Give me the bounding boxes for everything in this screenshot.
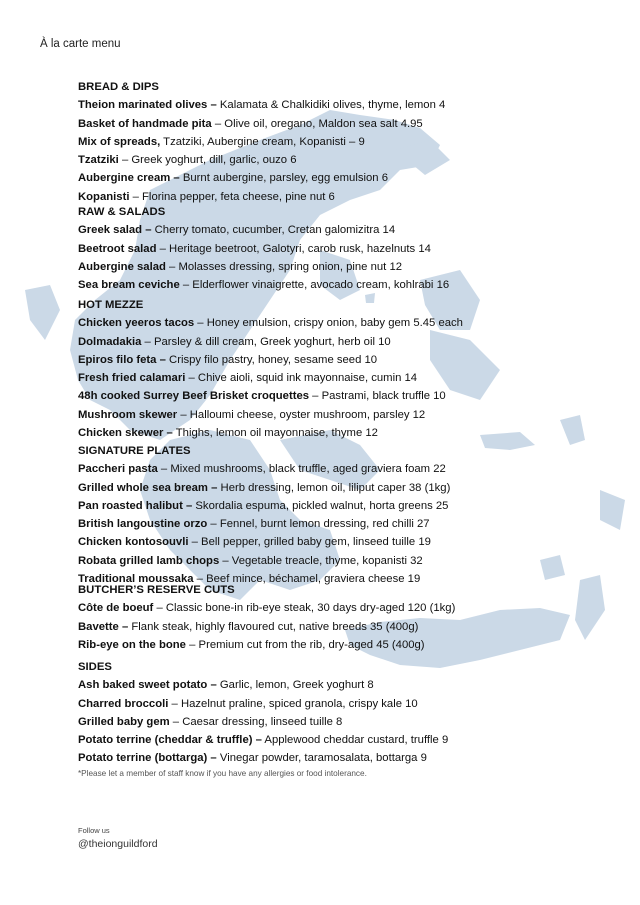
- page-title: À la carte menu: [40, 38, 121, 50]
- menu-item: [78, 515, 450, 533]
- item-description: Applewood cheddar custard, truffle 9: [261, 734, 449, 747]
- menu-item: [78, 151, 445, 169]
- menu-section: [78, 296, 463, 442]
- menu-item: [78, 552, 450, 570]
- item-name: Epiros filo feta –: [78, 353, 166, 366]
- item-description: – Chive aioli, squid ink mayonnaise, cumin 14: [185, 372, 418, 385]
- item-name: Dolmadakia: [78, 335, 142, 348]
- menu-item: [78, 533, 450, 551]
- menu-section: [78, 203, 449, 294]
- menu-section: [78, 658, 448, 768]
- item-name: Ash baked sweet potato –: [78, 679, 217, 692]
- item-name: Bavette –: [78, 620, 129, 633]
- menu-item: [78, 333, 463, 351]
- item-name: Grilled whole sea bream –: [78, 481, 218, 494]
- menu-item: [78, 369, 463, 387]
- menu-item: [78, 133, 445, 151]
- item-name: Potato terrine (bottarga) –: [78, 752, 217, 765]
- item-name: Greek salad –: [78, 224, 152, 237]
- item-description: Kalamata & Chalkidiki olives, thyme, lemon 4: [216, 99, 446, 112]
- item-description: Vinegar powder, taramosalata, bottarga 9: [216, 752, 427, 765]
- menu-item: [78, 258, 449, 276]
- item-name: British langoustine orzo: [78, 518, 208, 531]
- allergy-note: *Please let a member of staff know if you have any allergies or food intolerance.: [78, 769, 367, 778]
- item-description: Crispy filo pastry, honey, sesame seed 10: [165, 353, 378, 366]
- social-handle: @theionguildford: [78, 838, 158, 850]
- menu-item: [78, 387, 463, 405]
- item-description: Tzatziki, Aubergine cream, Kopanisti – 9: [160, 135, 365, 148]
- item-description: – Fennel, burnt lemon dressing, red chilli 27: [207, 518, 430, 531]
- item-name: Mushroom skewer: [78, 408, 178, 421]
- section-heading: HOT MEZZE: [78, 299, 144, 311]
- menu-item: [78, 749, 448, 767]
- item-name: Paccheri pasta: [78, 463, 158, 476]
- item-name: Robata grilled lamb chops: [78, 554, 220, 567]
- section-heading: SIGNATURE PLATES: [78, 445, 191, 457]
- item-description: Cherry tomato, cucumber, Cretan galomizitra 14: [151, 224, 396, 237]
- item-description: – Florina pepper, feta cheese, pine nut 6: [129, 190, 335, 203]
- item-name: Charred broccoli: [78, 697, 169, 710]
- menu-item: [78, 479, 450, 497]
- item-name: Chicken skewer –: [78, 427, 173, 440]
- menu-item: [78, 713, 448, 731]
- menu-item: [78, 406, 463, 424]
- section-heading: SIDES: [78, 661, 112, 673]
- item-description: – Parsley & dill cream, Greek yoghurt, herb oil 10: [141, 335, 391, 348]
- item-description: – Honey emulsion, crispy onion, baby gem 5.45 each: [194, 317, 463, 330]
- item-description: – Caesar dressing, linseed tuille 8: [169, 715, 343, 728]
- item-name: Pan roasted halibut –: [78, 499, 193, 512]
- item-name: Potato terrine (cheddar & truffle) –: [78, 734, 262, 747]
- section-heading: RAW & SALADS: [78, 206, 166, 218]
- item-name: Fresh fried calamari: [78, 372, 186, 385]
- item-description: – Mixed mushrooms, black truffle, aged graviera foam 22: [157, 463, 446, 476]
- item-name: Tzatziki: [78, 154, 119, 167]
- menu-item: [78, 351, 463, 369]
- menu-item: [78, 221, 449, 239]
- menu-item: [78, 618, 455, 636]
- item-name: Aubergine salad: [78, 260, 166, 273]
- item-name: Beetroot salad: [78, 242, 157, 255]
- menu-item: [78, 636, 455, 654]
- item-name: Grilled baby gem: [78, 715, 170, 728]
- item-description: Flank steak, highly flavoured cut, native breeds 35 (400g): [128, 620, 419, 633]
- item-name: Mix of spreads,: [78, 135, 161, 148]
- menu-item: [78, 731, 448, 749]
- item-description: – Halloumi cheese, oyster mushroom, parsley 12: [177, 408, 426, 421]
- item-description: Burnt aubergine, parsley, egg emulsion 6: [179, 172, 388, 185]
- menu-item: [78, 240, 449, 258]
- item-name: Côte de boeuf: [78, 602, 154, 615]
- item-name: Sea bream ceviche: [78, 279, 180, 292]
- section-heading: BUTCHER’S RESERVE CUTS: [78, 584, 235, 596]
- item-description: Thighs, lemon oil mayonnaise, thyme 12: [172, 427, 378, 440]
- menu-section: [78, 442, 450, 588]
- item-name: Traditional moussaka: [78, 573, 194, 586]
- item-name: Aubergine cream –: [78, 172, 180, 185]
- item-name: Basket of handmade pita: [78, 117, 212, 130]
- item-description: – Classic bone-in rib-eye steak, 30 days dry-aged 120 (1kg): [153, 602, 456, 615]
- item-description: – Premium cut from the rib, dry-aged 45 (400g): [185, 638, 425, 651]
- item-description: – Molasses dressing, spring onion, pine nut 12: [165, 260, 403, 273]
- menu-item: [78, 676, 448, 694]
- item-description: – Greek yoghurt, dill, garlic, ouzo 6: [118, 154, 297, 167]
- section-heading: BREAD & DIPS: [78, 81, 159, 93]
- menu-item: [78, 497, 450, 515]
- menu-section: [78, 78, 445, 206]
- menu-item: [78, 460, 450, 478]
- menu-item: [78, 96, 445, 114]
- item-description: Garlic, lemon, Greek yoghurt 8: [216, 679, 374, 692]
- item-name: Chicken yeeros tacos: [78, 317, 195, 330]
- item-description: – Vegetable treacle, thyme, kopanisti 32: [219, 554, 423, 567]
- menu-item: [78, 169, 445, 187]
- item-name: 48h cooked Surrey Beef Brisket croquettes: [78, 390, 310, 403]
- menu-item: [78, 314, 463, 332]
- item-description: – Olive oil, oregano, Maldon sea salt 4.95: [211, 117, 423, 130]
- item-description: – Beef mince, béchamel, graviera cheese 19: [193, 573, 421, 586]
- item-name: Chicken kontosouvli: [78, 536, 189, 549]
- menu-item: [78, 599, 455, 617]
- item-description: – Pastrami, black truffle 10: [309, 390, 446, 403]
- item-description: – Heritage beetroot, Galotyri, carob rusk, hazelnuts 14: [156, 242, 431, 255]
- menu-item: [78, 276, 449, 294]
- menu-item: [78, 115, 445, 133]
- item-name: Rib-eye on the bone: [78, 638, 186, 651]
- item-description: Skordalia espuma, pickled walnut, horta greens 25: [192, 499, 449, 512]
- item-description: – Hazelnut praline, spiced granola, crispy kale 10: [168, 697, 418, 710]
- menu-section: [78, 581, 455, 654]
- item-name: Kopanisti: [78, 190, 130, 203]
- item-name: Theion marinated olives –: [78, 99, 217, 112]
- item-description: – Elderflower vinaigrette, avocado cream, kohlrabi 16: [179, 279, 450, 292]
- follow-us-label: Follow us: [78, 826, 110, 835]
- menu-item: [78, 695, 448, 713]
- menu-item: [78, 424, 463, 442]
- item-description: – Bell pepper, grilled baby gem, linseed tuille 19: [188, 536, 431, 549]
- item-description: Herb dressing, lemon oil, liliput caper 38 (1kg): [217, 481, 451, 494]
